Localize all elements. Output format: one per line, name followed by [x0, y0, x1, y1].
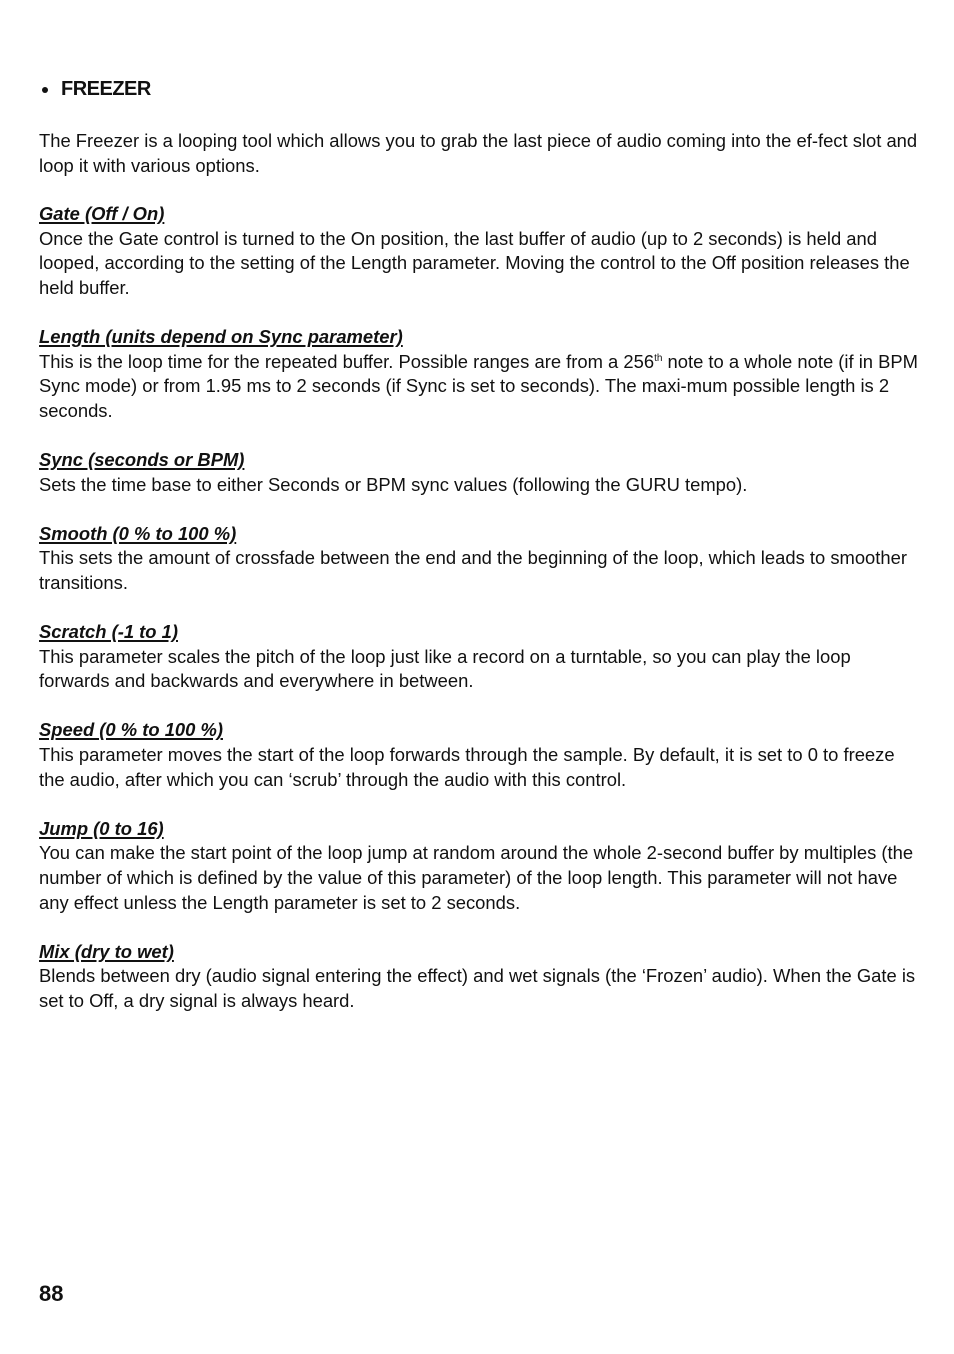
- param-title: Jump (0 to 16): [39, 817, 164, 839]
- param-description: [39, 350, 919, 424]
- param-title: Smooth (0 % to 100 %): [39, 522, 237, 544]
- param-smooth: [39, 522, 919, 596]
- param-description: Blends between dry (audio signal entering the effect) and wet signals (the ‘Frozen’ audio). When the Gate is set to Off, a dry signal is always heard.: [39, 965, 916, 1011]
- param-length: [39, 325, 919, 423]
- param-title: Speed (0 % to 100 %): [39, 719, 223, 741]
- param-title: Gate (Off / On): [39, 203, 165, 224]
- param-title: Length (units depend on Sync parameter): [39, 325, 403, 347]
- param-speed: [39, 718, 919, 792]
- param-description: You can make the start point of the loop jump at random around the whole 2-second buffer by multiples (the number of which is defined by the value of this parameter) of the loop length. This parameter will not have any effect unless the Length parameter is set to 2 seconds.: [39, 842, 914, 913]
- param-description: This sets the amount of crossfade between the end and the beginning of the loop, which leads to smoother transitions.: [39, 547, 907, 593]
- param-scratch: [39, 620, 919, 694]
- param-description: Once the Gate control is turned to the On position, the last buffer of audio (up to 2 seconds) is held and looped, according to the setting of the Length parameter. Moving the control to the Off position releases the held buffer.: [39, 227, 910, 298]
- intro-paragraph: The Freezer is a looping tool which allows you to grab the last piece of audio coming into the ef-fect slot and loop it with various options.: [39, 130, 918, 176]
- param-title: Sync (seconds or BPM): [39, 448, 245, 470]
- param-description: This parameter moves the start of the loop forwards through the sample. By default, it is set to 0 to freeze the audio, after which you can ‘scrub’ through the audio with this control.: [39, 744, 895, 790]
- bullet-icon: [42, 87, 48, 93]
- page-number: 88: [39, 1281, 64, 1306]
- ordinal-superscript: th: [654, 352, 663, 364]
- param-title: Mix (dry to wet): [39, 940, 174, 962]
- param-description-part: This is the loop time for the repeated buffer. Possible ranges are from a 256: [39, 350, 655, 372]
- param-description-part: note to a whole note (if in BPM Sync mode) or from 1.95 ms to 2 seconds (if Sync is set to seconds). The maxi-mum possible length is 2 seconds.: [39, 350, 918, 421]
- parameter-list: [39, 202, 919, 1038]
- section-heading: [42, 78, 151, 101]
- param-mix: [39, 940, 919, 1014]
- param-title: Scratch (-1 to 1): [39, 621, 178, 643]
- param-description: This parameter scales the pitch of the loop just like a record on a turntable, so you can play the loop forwards and backwards and everywhere in between.: [39, 645, 851, 692]
- param-gate: [39, 202, 919, 300]
- param-jump: [39, 817, 919, 915]
- param-description: Sets the time base to either Seconds or BPM sync values (following the GURU tempo).: [39, 473, 748, 495]
- param-sync: [39, 448, 919, 497]
- section-title: FREEZER: [61, 78, 151, 100]
